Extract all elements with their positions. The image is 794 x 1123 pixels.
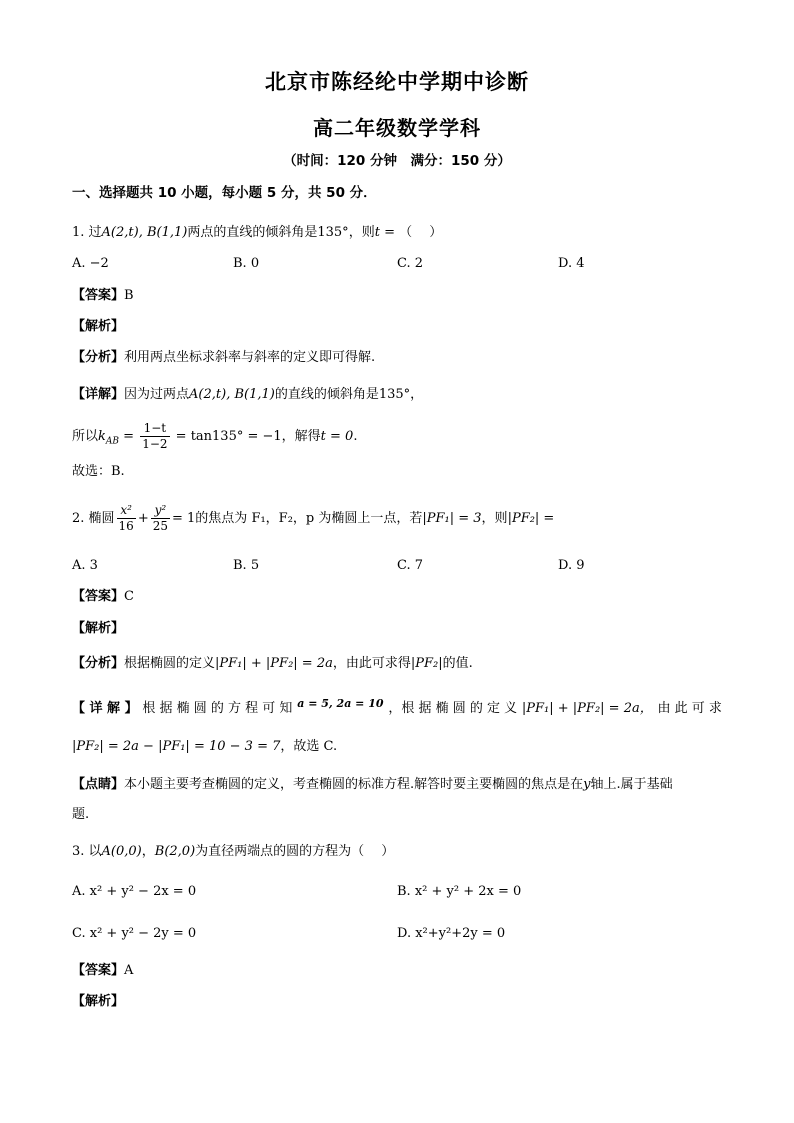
- q2-answer: 【答案】C: [72, 589, 134, 604]
- q1-option-d: D. 4: [558, 256, 585, 271]
- q2-xiangjie-cont: |PF₂| = 2a − |PF₁| = 10 − 3 = 7，故选 C.: [72, 739, 338, 754]
- school-title: 北京市陈经纶中学期中诊断: [265, 70, 529, 94]
- q2-option-d: D. 9: [558, 558, 585, 573]
- q3-option-d: D. x²+y²+2y = 0: [397, 926, 506, 941]
- question-1: 1. 过A(2,t), B(1,1)两点的直线的倾斜角是135°，则t = （ ）: [72, 225, 443, 240]
- q1-option-a: A. −2: [72, 256, 109, 271]
- q1-number: 1. 过: [72, 225, 102, 240]
- q1-fraction: $\frac{1-t}{1-2}$: [142, 421, 168, 451]
- q2-fenxi: 【分析】根据椭圆的定义|PF₁| + |PF₂| = 2a，由此可求得|PF₂|的值.: [72, 656, 473, 671]
- q2-option-b: B. 5: [233, 558, 260, 573]
- q2-dianjing: 【点睛】本小题主要考查椭圆的定义，考查椭圆的标准方程.解答时要主要椭圆的焦点是在y轴上.属于基础: [72, 777, 673, 792]
- question-3: 3. 以A(0,0)，B(2,0)为直径两端点的圆的方程为（ ）: [72, 844, 395, 859]
- q2-analysis-tag: 【解析】: [72, 621, 125, 636]
- q3-option-a: A. x² + y² − 2x = 0: [72, 884, 197, 899]
- q3-answer: 【答案】A: [72, 963, 134, 978]
- q3-analysis-tag: 【解析】: [72, 994, 125, 1009]
- q1-choice: 故选：B.: [72, 464, 125, 479]
- q1-answer: 【答案】B: [72, 288, 134, 303]
- subject-title: 高二年级数学学科: [313, 116, 481, 140]
- q1-xiangjie: 【详解】因为过两点A(2,t), B(1,1)的直线的倾斜角是135°，: [72, 387, 424, 402]
- q2-xiangjie: 【 详 解 】 根 据 椭 圆 的 方 程 可 知 a = 5, 2a = 10 ，根 据 椭 圆 的 定 义 |PF₁| + |PF₂| = 2a， 由 此 可 求: [72, 697, 722, 716]
- q2-option-c: C. 7: [397, 558, 424, 573]
- q3-option-c: C. x² + y² − 2y = 0: [72, 926, 197, 941]
- q1-option-b: B. 0: [233, 256, 260, 271]
- q2-dianjing-cont: 题.: [72, 807, 90, 822]
- q1-fenxi: 【分析】利用两点坐标求斜率与斜率的定义即可得解.: [72, 350, 376, 365]
- q2-option-a: A. 3: [72, 558, 98, 573]
- q1-points: A(2,t), B(1,1): [101, 225, 188, 240]
- question-2: 2. 椭圆 $\frac{\text{x²}}{16}$ + $\frac{\text{y²}}{25}$ = 1的焦点为 F₁，F₂，p 为椭圆上一点，若|PF₁| = 3，则|PF₂| =: [72, 503, 555, 533]
- q3-option-b: B. x² + y² + 2x = 0: [397, 884, 522, 899]
- q1-solution-formula: 所以$k_{AB}$ = $\frac{1-t}{1-2}$ = tan135° = −1，解得t = 0.: [72, 421, 358, 451]
- q1-option-c: C. 2: [397, 256, 424, 271]
- q1-analysis-tag: 【解析】: [72, 319, 125, 334]
- exam-meta: （时间：120 分钟 满分：150 分）: [283, 153, 511, 169]
- section-heading: 一、选择题共 10 小题，每小题 5 分，共 50 分．: [72, 185, 377, 201]
